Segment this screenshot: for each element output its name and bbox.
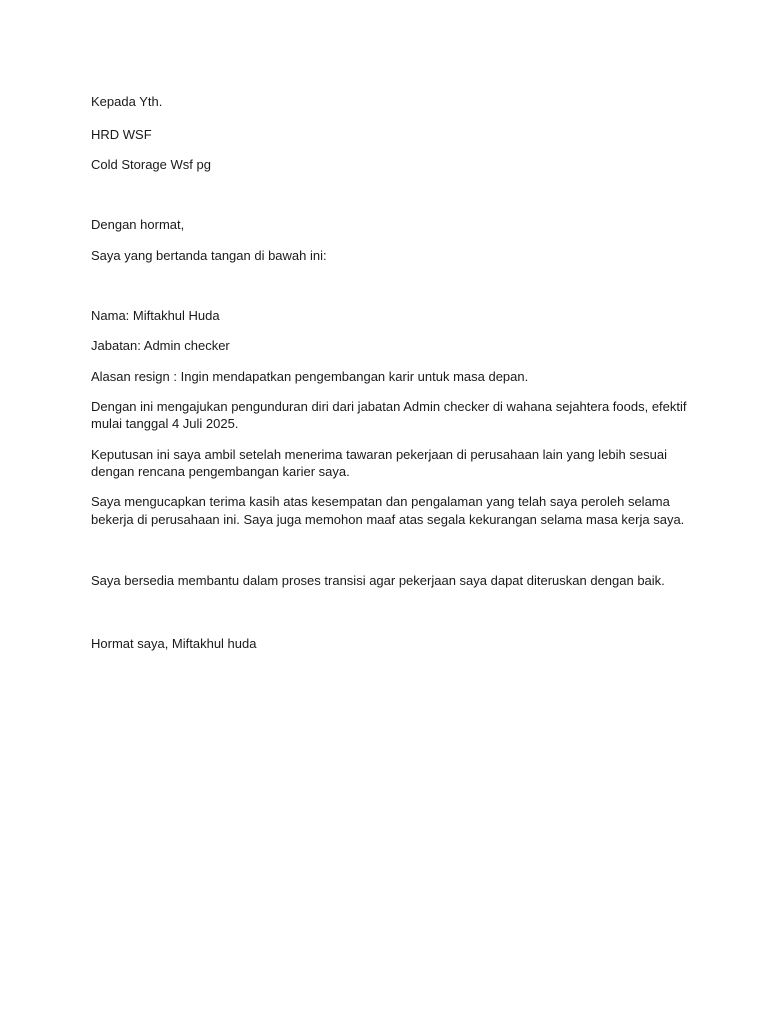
paragraph-2-line-2: dengan rencana pengembangan karier saya. — [91, 464, 350, 479]
detail-reason: Alasan resign : Ingin mendapatkan pengembangan karir untuk masa depan. — [91, 369, 529, 384]
recipient-line-1: Kepada Yth. — [91, 94, 163, 109]
paragraph-1-line-2: mulai tanggal 4 Juli 2025. — [91, 416, 239, 431]
detail-position: Jabatan: Admin checker — [91, 338, 230, 353]
paragraph-1-line-1: Dengan ini mengajukan pengunduran diri dari jabatan Admin checker di wahana sejahtera foods, efektif — [91, 399, 687, 414]
closing-signature: Hormat saya, Miftakhul huda — [91, 636, 257, 651]
paragraph-4: Saya bersedia membantu dalam proses transisi agar pekerjaan saya dapat diteruskan dengan baik. — [91, 573, 665, 588]
recipient-line-3: Cold Storage Wsf pg — [91, 157, 211, 172]
greeting: Dengan hormat, — [91, 217, 185, 232]
paragraph-3-line-2: bekerja di perusahaan ini. Saya juga memohon maaf atas segala kekurangan selama masa kerja saya. — [91, 512, 685, 527]
paragraph-2-line-1: Keputusan ini saya ambil setelah menerima tawaran pekerjaan di perusahaan lain yang lebih sesuai — [91, 447, 667, 462]
recipient-line-2: HRD WSF — [91, 127, 152, 142]
detail-name: Nama: Miftakhul Huda — [91, 308, 220, 323]
intro-line: Saya yang bertanda tangan di bawah ini: — [91, 248, 327, 263]
paragraph-3-line-1: Saya mengucapkan terima kasih atas kesempatan dan pengalaman yang telah saya peroleh selama — [91, 494, 670, 509]
